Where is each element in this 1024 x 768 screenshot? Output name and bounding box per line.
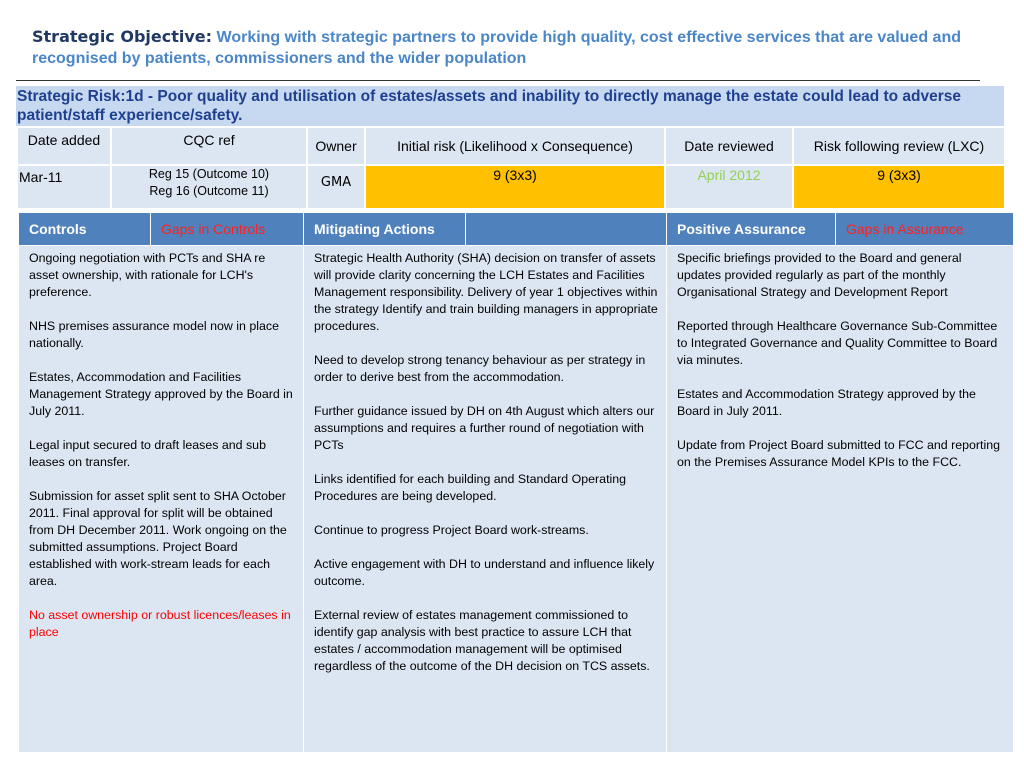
controls-item: Estates, Accommodation and Facilities Management Strategy approved by the Board in July 2011.	[29, 370, 293, 418]
strategic-objective	[32, 26, 992, 69]
header-gaps-in-assurance: Gaps in Assurance	[836, 213, 1014, 246]
objective-text: Working with strategic partners to provide high quality, cost effective services that are valued and recognised by patients, commissioners and the wider population	[32, 29, 961, 67]
controls-item: NHS premises assurance model now in place nationally.	[29, 319, 279, 350]
mitigating-item: Active engagement with DH to understand and influence likely outcome.	[314, 557, 655, 588]
value-cqc-ref	[111, 165, 307, 209]
mitigating-item: Links identified for each building and Standard Operating Procedures are being developed.	[314, 472, 627, 503]
header-controls: Controls	[19, 213, 151, 246]
mitigating-actions-cell	[304, 246, 667, 753]
assurance-item: Update from Project Board submitted to FCC and reporting on the Premises Assurance Model KPIs to the FCC.	[677, 438, 1000, 469]
value-owner: GMA	[307, 165, 365, 209]
header-mitigating-actions: Mitigating Actions	[304, 213, 466, 246]
controls-item: Submission for asset split sent to SHA October 2011. Final approval for split will be obtained from DH December 2011. Work ongoing on the submitted assumptions. Project Board established with work-stream leads for each area.	[29, 489, 287, 588]
cqc-ref-line-2: Reg 16 (Outcome 11)	[149, 184, 269, 198]
mitigating-item: Strategic Health Authority (SHA) decision on transfer of assets will provide clarity concerning the LCH Estates and Facilities Management responsibility. Delivery of year 1 objectives within the strategy Identify and train building managers in appropriate procedures.	[314, 251, 658, 333]
header-owner: Owner	[307, 127, 365, 165]
cqc-ref-line-1: Reg 15 (Outcome 10)	[148, 167, 270, 181]
mitigating-item: Need to develop strong tenancy behaviour as per strategy in order to derive best from the accommodation.	[314, 353, 646, 384]
header-risk-following: Risk following review (LXC)	[793, 127, 1005, 165]
assurance-item: Estates and Accommodation Strategy approved by the Board in July 2011.	[677, 387, 976, 418]
controls-cell	[19, 246, 304, 753]
header-cqc-ref: CQC ref	[111, 127, 307, 165]
header-gaps-in-controls: Gaps in Controls	[151, 213, 304, 246]
assurance-item: Specific briefings provided to the Board and general updates provided regularly as part of the monthly Organisational Strategy and Development Report	[677, 251, 962, 299]
assurance-item: Reported through Healthcare Governance Sub-Committee to Integrated Governance and Quality Committee to Board via minutes.	[677, 319, 998, 367]
value-date-added: Mar-11	[17, 165, 111, 209]
mitigating-item: Further guidance issued by DH on 4th August which alters our assumptions and requires a further round of negotiation with PCTs	[314, 404, 655, 452]
value-risk-following: 9 (3x3)	[793, 165, 1005, 209]
mitigating-item: Continue to progress Project Board work-streams.	[314, 523, 589, 537]
divider-line	[16, 80, 980, 81]
header-date-added: Date added	[17, 127, 111, 165]
strategic-risk-title: Strategic Risk:1d - Poor quality and utilisation of estates/assets and inability to directly manage the estate could lead to adverse patient/staff experience/safety.	[16, 86, 1004, 126]
gap-in-controls-item: No asset ownership or robust licences/leases in place	[29, 608, 291, 639]
value-date-reviewed: April 2012	[665, 165, 793, 209]
header-mitigating-blank	[466, 213, 667, 246]
controls-item: Ongoing negotiation with PCTs and SHA re asset ownership, with rationale for LCH's preference.	[29, 251, 266, 299]
risk-summary-table	[16, 126, 1006, 210]
objective-label: Strategic Objective:	[32, 27, 213, 46]
value-initial-risk: 9 (3x3)	[365, 165, 665, 209]
controls-item: Legal input secured to draft leases and sub leases on transfer.	[29, 438, 266, 469]
controls-assurance-table	[18, 212, 1014, 753]
positive-assurance-cell	[667, 246, 1014, 753]
header-date-reviewed: Date reviewed	[665, 127, 793, 165]
header-positive-assurance: Positive Assurance	[667, 213, 836, 246]
mitigating-item: External review of estates management commissioned to identify gap analysis with best practice to assure LCH that estates / accommodation management will be optimised regardless of the outcome of the DH decision on TCS assets.	[314, 608, 650, 673]
header-initial-risk: Initial risk (Likelihood x Consequence)	[365, 127, 665, 165]
